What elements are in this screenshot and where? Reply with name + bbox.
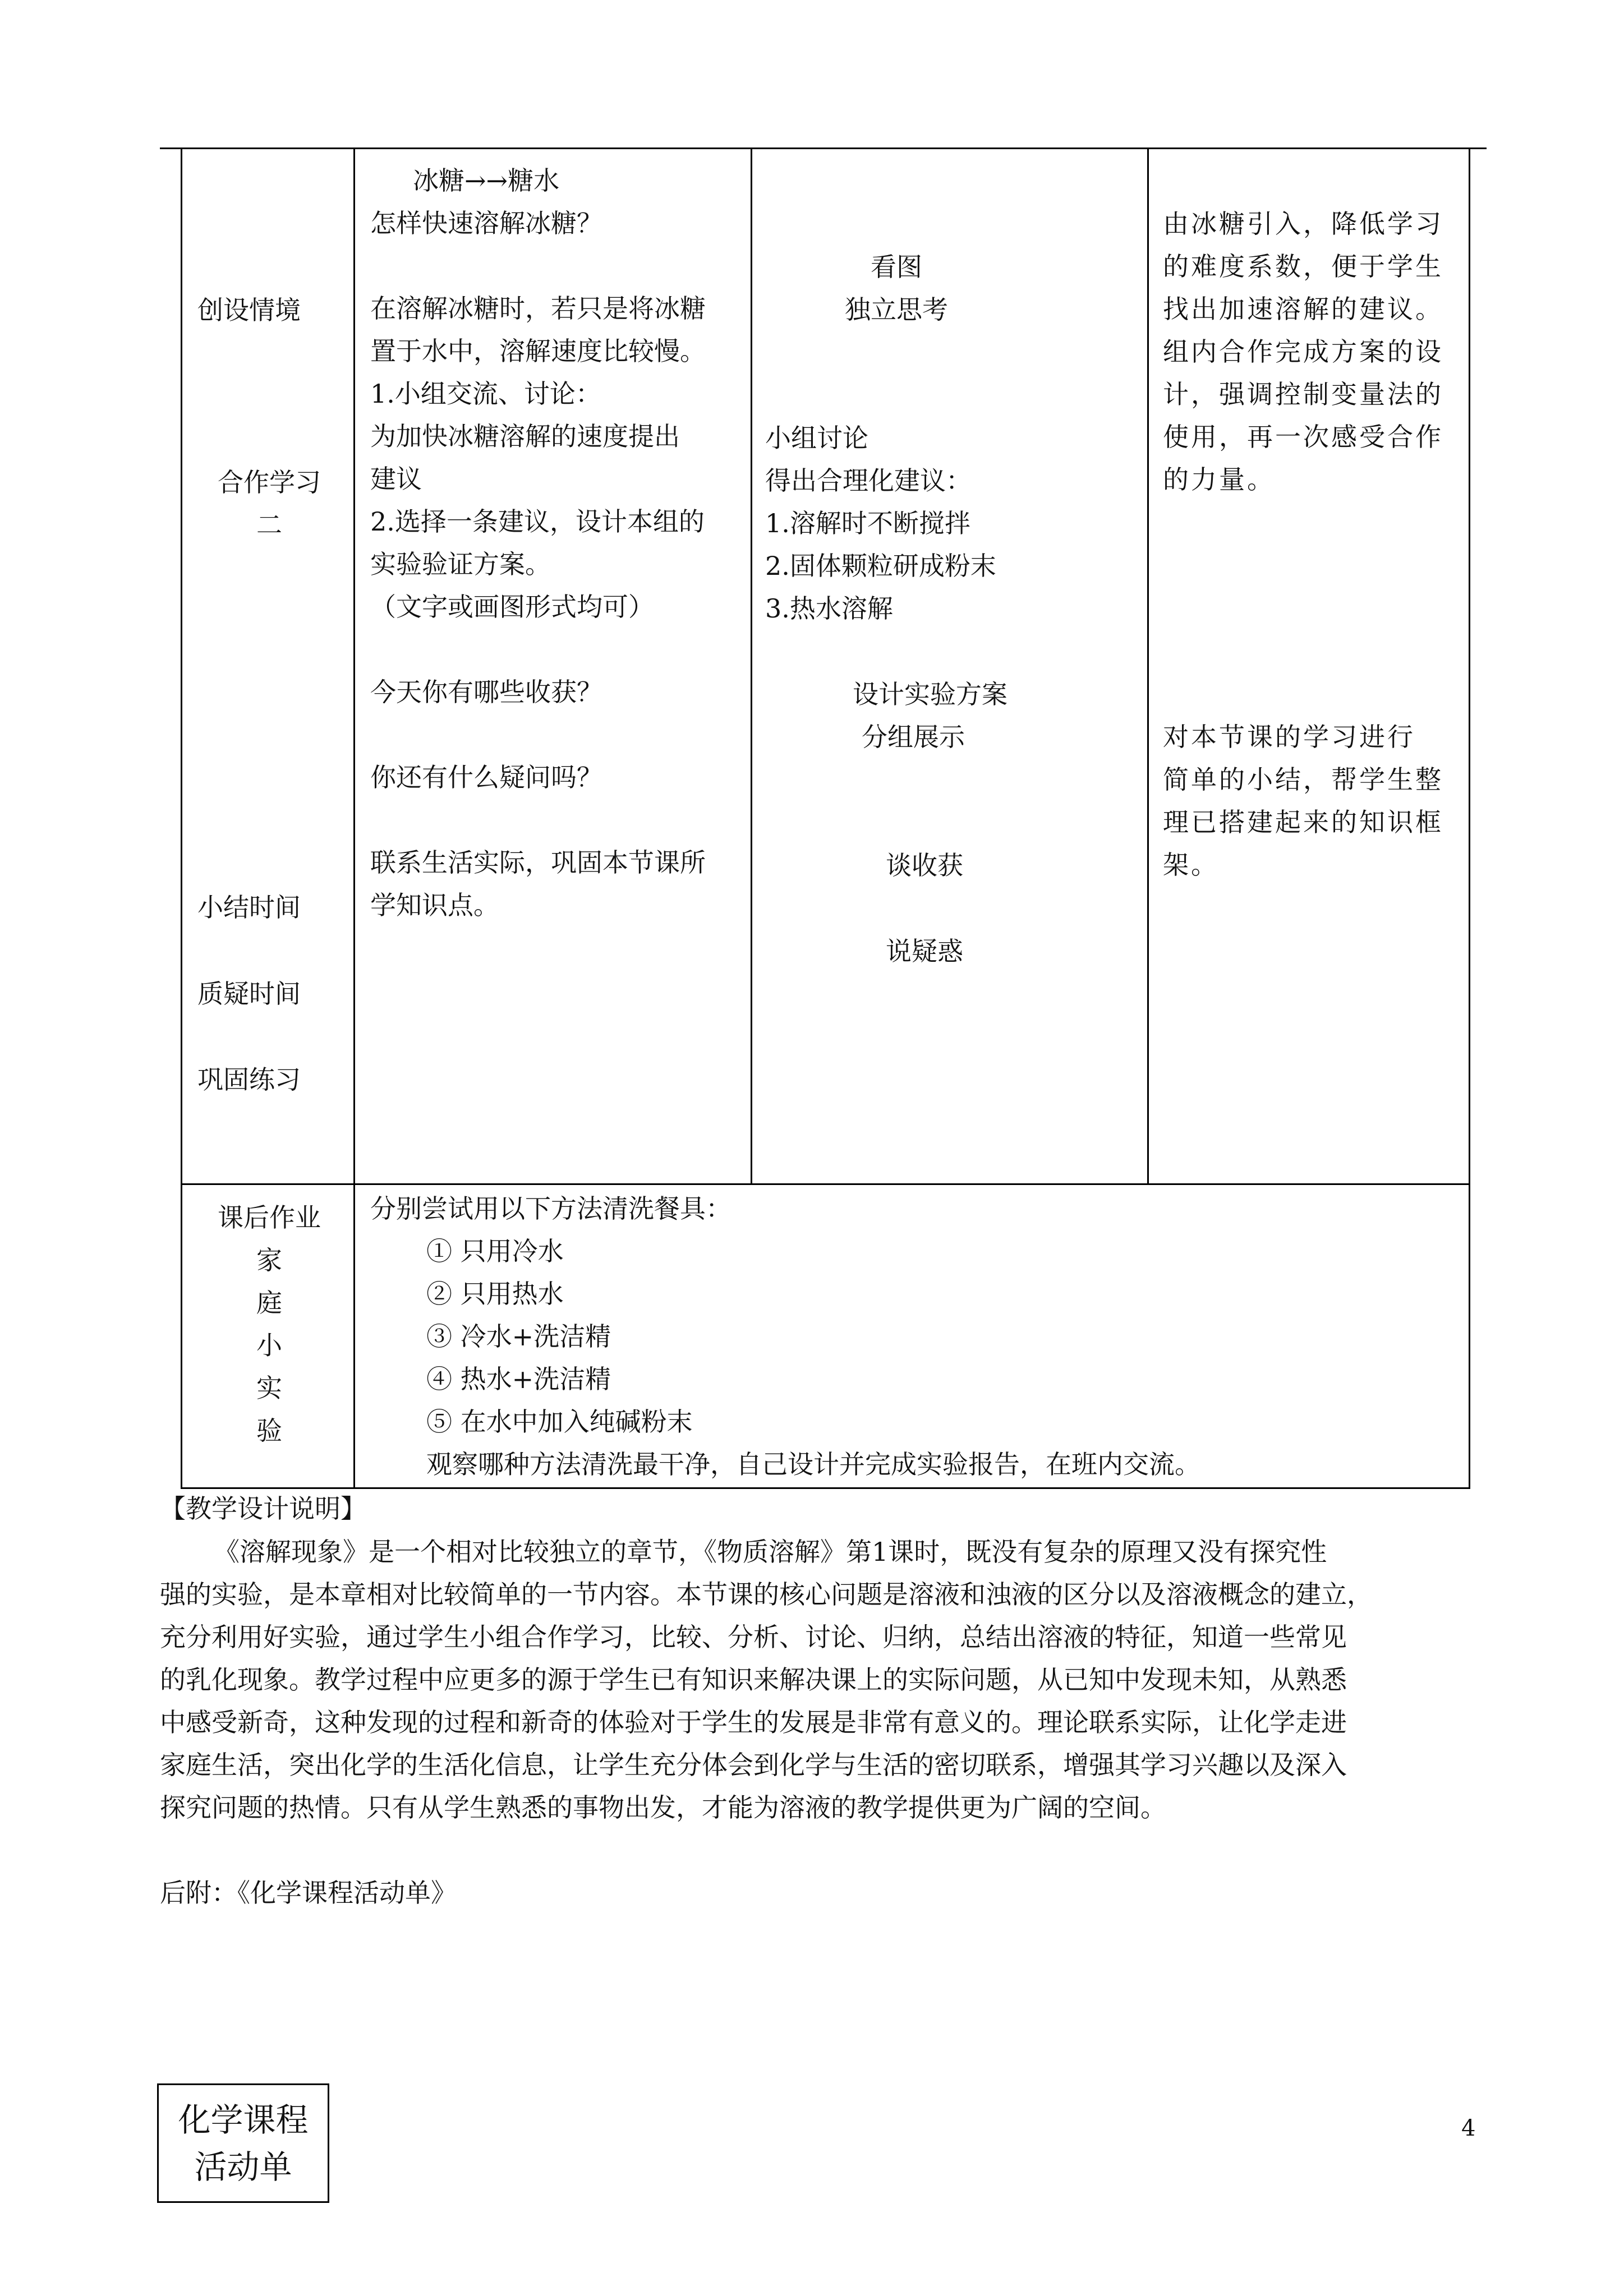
activity-line: 2.选择一条建议，设计本组的 bbox=[370, 506, 705, 537]
student-activity-cell bbox=[765, 417, 996, 630]
homework-intro: 分别尝试用以下方法清洗餐具： bbox=[370, 1193, 732, 1224]
teacher-activity-cell bbox=[370, 159, 706, 926]
activity-line: 你还有什么疑问吗？ bbox=[370, 762, 602, 792]
activity-line: 学知识点。 bbox=[370, 890, 499, 920]
explanation-line: 充分利用好实验，通过学生小组合作学习，比较、分析、讨论、归纳，总结出溶液的特征，知道一些常见 bbox=[160, 1622, 1347, 1652]
phase-label-line: 合作学习 bbox=[218, 467, 321, 497]
appendix-note: 后附：《化学课程活动单》 bbox=[160, 1878, 457, 1908]
activity-line: 今天你有哪些收获？ bbox=[370, 677, 602, 707]
student-activity-line: 小组讨论 bbox=[765, 423, 868, 453]
activity-line: 联系生活实际，巩固本节课所 bbox=[370, 847, 706, 878]
homework-label-line: 课后作业 bbox=[218, 1202, 321, 1233]
activity-line bbox=[370, 245, 706, 287]
explanation-body bbox=[160, 1530, 1487, 1829]
student-activity-line: 3.热水溶解 bbox=[765, 593, 893, 624]
intent-line: 简单的小结，帮学生整 bbox=[1163, 764, 1443, 795]
activity-line bbox=[370, 628, 706, 671]
student-activity: 看图 bbox=[871, 252, 922, 282]
activity-line bbox=[370, 799, 706, 841]
student-activity: 分组展示 bbox=[862, 722, 965, 752]
student-activity-line: 2.固体颗粒研成粉末 bbox=[765, 551, 996, 581]
intent-line: 理已搭建起来的知识框 bbox=[1163, 807, 1443, 837]
student-activity-line: 得出合理化建议： bbox=[765, 465, 972, 496]
explanation-line: 强的实验，是本章相对比较简单的一节内容。本节课的核心问题是溶液和浊液的区分以及溶液概念的建立， bbox=[160, 1579, 1373, 1610]
homework-item: ⑤ 在水中加入纯碱粉末 bbox=[426, 1407, 693, 1437]
table-col-divider-1 bbox=[353, 149, 355, 1488]
activity-line: 实验验证方案。 bbox=[370, 549, 551, 579]
homework-item: ④ 热水+洗洁精 bbox=[426, 1364, 611, 1394]
student-activity-line: 1.溶解时不断搅拌 bbox=[765, 508, 970, 538]
phase-label: 质疑时间 bbox=[197, 979, 301, 1009]
homework-label-line: 小 bbox=[256, 1330, 282, 1361]
activity-line: 冰糖→→糖水 bbox=[413, 165, 560, 196]
explanation-line: 的乳化现象。教学过程中应更多的源于学生已有知识来解决课上的实际问题，从已知中发现未知，从熟悉 bbox=[160, 1665, 1347, 1695]
homework-content bbox=[370, 1187, 1200, 1486]
design-intent-cell bbox=[1163, 716, 1443, 886]
intent-line: 找出加速溶解的建议。 bbox=[1163, 294, 1443, 324]
phase-label: 小结时间 bbox=[197, 892, 301, 923]
homework-label-line: 家 bbox=[256, 1245, 282, 1275]
table-border-right bbox=[1469, 149, 1470, 1488]
activity-sheet-box bbox=[157, 2083, 329, 2203]
explanation-line: 探究问题的热情。只有从学生熟悉的事物出发，才能为溶液的教学提供更为广阔的空间。 bbox=[160, 1792, 1166, 1823]
activity-line: 置于水中，溶解速度比较慢。 bbox=[370, 336, 706, 366]
homework-item: ① 只用冷水 bbox=[426, 1236, 564, 1266]
table-border-bottom bbox=[181, 1487, 1470, 1489]
intent-line: 对本节课的学习进行 bbox=[1163, 722, 1415, 752]
intent-line: 使用，再一次感受合作 bbox=[1163, 422, 1443, 452]
intent-line: 架。 bbox=[1163, 850, 1219, 880]
page-number: 4 bbox=[1461, 2115, 1476, 2141]
intent-line: 计，强调控制变量法的 bbox=[1163, 379, 1443, 409]
activity-line: 建议 bbox=[370, 464, 422, 494]
homework-item: ③ 冷水+洗洁精 bbox=[426, 1321, 611, 1352]
phase-label: 创设情境 bbox=[197, 295, 301, 325]
table-border-left bbox=[181, 149, 182, 1488]
table-col-divider-3 bbox=[1147, 149, 1149, 1184]
table-row-divider bbox=[181, 1183, 1470, 1185]
explanation-line: 《溶解现象》是一个相对比较独立的章节，《物质溶解》第1课时，既没有复杂的原理又没有探究性 bbox=[214, 1537, 1327, 1567]
header-rule bbox=[160, 147, 1487, 149]
student-activity: 设计实验方案 bbox=[853, 679, 1007, 709]
activity-line: 1.小组交流、讨论： bbox=[370, 379, 601, 409]
box-label-line: 化学课程 bbox=[178, 2101, 309, 2139]
phase-label-line: 二 bbox=[256, 510, 282, 540]
homework-label-line: 验 bbox=[256, 1416, 282, 1446]
activity-line bbox=[370, 713, 706, 756]
student-activity: 独立思考 bbox=[845, 294, 948, 325]
explanation-heading: 【教学设计说明】 bbox=[160, 1493, 366, 1524]
box-label-line: 活动单 bbox=[194, 2148, 292, 2186]
box-label bbox=[159, 2096, 328, 2191]
intent-line: 由冰糖引入，降低学习 bbox=[1163, 209, 1443, 239]
intent-line: 组内合作完成方案的设 bbox=[1163, 336, 1443, 367]
activity-line: 为加快冰糖溶解的速度提出 bbox=[370, 421, 680, 451]
intent-line: 的力量。 bbox=[1163, 464, 1275, 495]
phase-label bbox=[185, 461, 353, 546]
activity-line: 在溶解冰糖时，若只是将冰糖 bbox=[370, 293, 706, 324]
homework-conclusion: 观察哪种方法清洗最干净，自己设计并完成实验报告，在班内交流。 bbox=[426, 1449, 1200, 1479]
explanation-line: 家庭生活，突出化学的生活化信息，让学生充分体会到化学与生活的密切联系，增强其学习兴趣以及深入 bbox=[160, 1750, 1347, 1780]
homework-label bbox=[185, 1196, 353, 1452]
explanation-line: 中感受新奇，这种发现的过程和新奇的体验对于学生的发展是非常有意义的。理论联系实际，让化学走进 bbox=[160, 1707, 1347, 1737]
homework-label-line: 实 bbox=[256, 1373, 282, 1403]
student-activity: 谈收获 bbox=[886, 850, 963, 880]
activity-line: （文字或画图形式均可） bbox=[370, 592, 654, 622]
activity-line: 怎样快速溶解冰糖？ bbox=[370, 208, 602, 238]
homework-item: ② 只用热水 bbox=[426, 1279, 564, 1309]
intent-line: 的难度系数，便于学生 bbox=[1163, 251, 1443, 282]
homework-label-line: 庭 bbox=[256, 1288, 282, 1318]
student-activity: 说疑惑 bbox=[886, 936, 963, 966]
design-intent-cell bbox=[1163, 202, 1443, 501]
phase-label: 巩固练习 bbox=[197, 1064, 301, 1095]
